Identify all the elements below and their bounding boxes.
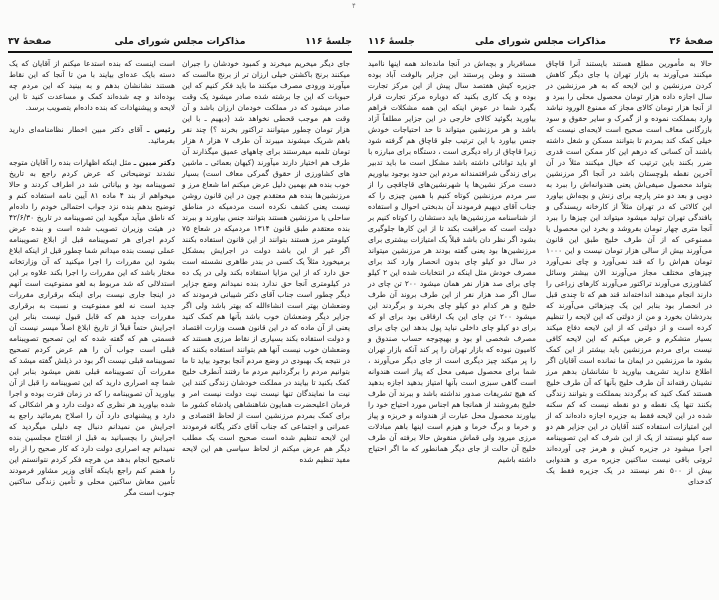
text-line: همانجا هم اجناس مورد احتیاج خود را بیاورند محصول [368,400,536,420]
text-line: محصول صیفی محل که پیاز است هندوانه است گاهی سبزی [368,367,536,387]
text-line: اجرایش من نمیدانم دنبال چه دلیلی میگردید که اجرایش [9,422,175,442]
text-line: هم که قابل قبول نیست بنابر این اجرایش حتماً قبلاً از [9,312,176,332]
text-line: پرستند این جزایر بالوفت آباد بوده جزیره کیش هفتصد [368,70,537,90]
text-line: مختلف مجاز می‌آورند الان بیشتر وسائل کشاورزی می‌آورند [546,268,712,288]
text-line: از نقاط مرزی هستند که وضعشان خوب نیست آنها هم بتوانند [182,334,350,354]
header-rule [368,51,713,53]
text-line: می‌آورند به بازار تهران یا جای دیگر کاهش کردن [546,70,712,90]
text-line: انداخته‌اند قند هم که تا چندی قبل در انحصار بود بنابر این یک [546,290,712,310]
page-number: صفحهٔ ۳۷ [8,36,52,47]
text-line: تومان هم‌اش را که قند نمی‌آورد و چای نمی‌آورد چیزهای [546,257,712,277]
text-line: کشف نکرده است مردمیکه در مناطق ساحلی یا [182,202,350,222]
text-line: و بعد دو متر پارچه برای زنش و بچه‌اش بیاورد این کالائی که [546,191,712,211]
text-line: این مزایا استفاده بکند ولی در یک ده در کیلومتری [182,268,350,288]
text-line: مرز هستند بتوانند از این قانون استفاده بکنند اگر [182,235,350,255]
text-line: مطلقاً آزاد باشد و هر مرزنشین میتواند تا حد احتیاجات خودش [368,114,536,134]
text-line: معتقدم طبق قانون ۱۳۱۴ مردمیکه در شعاع ۷۵ کیلومتر [182,224,350,244]
text-line: باشد قبلاً یک امتیازات بیشتری برای مرزنشین‌ها بود [368,235,536,255]
text-line: اقتصادی و عمرانی و اجتماعی که جناب آقای دکتر یگانه فرمودند [182,411,350,431]
text-line: است جناب آقای دکتر شیبانی فرمودند که وضعشان بهتر است [182,290,350,310]
text-line: او که برای دو کیلو چای داخلی نباید پول بدهد این چای [368,312,536,332]
text-line: تشریف بیاورید تا نشانشان بدهم مرز نشینان رفته‌اند [546,367,712,387]
text-line: که این حبوبات که این جا برشته شده صادر میشود یک [182,81,351,101]
text-line [30,158,175,167]
speaker-name: دکتر مبین ـ [133,158,175,167]
speech-text: آقای دکتر مبین اخطار نظامنامه‌ای [28,125,147,134]
text-line: تولید میشود میتواند این چیزها را ببرد آنجا متری چهار تومان [546,213,712,233]
text-line: کالای مجاز که ممنوع الورود نباشد وارد بمملکت نموده و از [546,103,712,123]
text-line: نبوده که بازار تهران را پر کند آنکه بازار تهران را پر [368,345,536,365]
page-number: صفحهٔ ۳۶ [669,36,713,47]
text-column [546,58,712,487]
text-line: آن طرف خلیج بآنها که آن طرف خلیج هستند کمک [546,378,712,398]
text-line: هزار تومان محصول محلی را ببرد و از آنجا هزار تومان [546,92,712,112]
text-line: بوجود بیاید تا ما بتوانیم مردم را برگردانیم مردم ما [182,356,350,376]
text-line: برای مصرف شخصی او بود و بهیچوجه حساب صندوق و کامیون [368,323,536,354]
page-header [8,36,352,50]
text-line: کشاورزی از حقوق گمرکی معاف است) بسیار خوب بنده [182,169,350,189]
text-line: سال پیش از این مرکز تجارت بوده و یک کاری بکنید که دوباره [368,81,536,101]
text-line: بسیار متشکرم و عرض میکنم که این لایحه کافی نیست [546,334,712,354]
text-line: کنند آقایان در این جزایر هم دو سه کیلو نیستند از یک از این [546,422,712,442]
text-line: مشکلات فراهم بیاورید بگوئید کالای خارجی در این جزایر [368,103,536,123]
text-line: اختیار دارند میآورند (کیهان بعمائی ـ ماشین های [182,158,350,178]
text-line: بایک عده‌ای بیایند با من تا آنجا که این نقاط هستند [9,70,175,90]
text-line: قبل از ابلاغ تصویبنامه عملی نیست بنده میدانم شما چطور [9,235,175,255]
page-header [368,36,713,50]
speech-text: مثل اینکه اظهارات بنده را آقایان [30,158,134,167]
text-line: یک نقطه و دو نقطه نیست که کم سکنه شده در این لایحه [546,400,712,420]
text-line: اصراری دولت دارد که کار صحیح را از راه ناصحیح انجام [9,444,175,464]
text-line: مراقبت بکند تا از این کارها جلوگیری بشود اگر نظر دان [368,224,537,244]
text-line: رفتند آنطرف خلیج کمک بکنید تا بیایند در مملکت [182,367,350,387]
text-line: برگردند این میشود ۲۰۰ تن چای این یک ارفاقی بود برای [368,301,536,321]
text-line: لایحه‌ای نیست که خیلی کمک کند بمردم تا بتوانند [546,125,712,145]
text-line [29,125,175,134]
text-line: شرافتمندانه مردم این حدود بوجود بیاوریم دست مرکز [368,169,537,189]
text-line: استفاده بکنند که در نتیجه یک بهبودی در وضع مردم آنجا [182,345,350,365]
text-line: این لایحه تنظیم شده است صحیح است یک مطلب دیگر [182,433,350,453]
text-column [182,58,350,465]
text-line: است اینست که بنده استدعا میکنم از آقایان که یک دسته [9,59,175,79]
text-column [9,58,175,498]
text-line: آن وزارتخانه مختار باشد که این مقررات را اجرا بکند [9,257,175,277]
text-line: گفته میشد که مقررات آن تصویبنامه قبلی نقض میشود [9,356,175,376]
text-line: مسافربار و بچه‌اش در آنجا مانده‌اند همه اینها ناامید هستند و وطن [368,59,536,79]
text-line: غیر از این باشد دولت در اجرایش بمشکل برمیخورد مثلاً [182,246,350,266]
text-line: میکند چیز دیگری است از جای دیگر می‌آورند ، شما برای [368,356,536,376]
text-line: یعنی گفته بودند هر مرزنشین میتواند در سال دو کیلو چای [368,246,536,266]
publication-title: مذاکرات مجلس شورای ملی [475,36,606,47]
text-line: مرزنشین‌ها باید دستشان را کوتاه کنیم بر دولت است که [368,213,536,233]
speaker-name: رئیس ـ [146,125,175,134]
text-line: ساکنین محلی و تأمین زندگی ساکنین جنوب است مگر [9,477,175,497]
text-line: مرزنشین هستند بتوانند جنس بیاورند و ببرند بنده [182,213,350,233]
text-line: مرکز تجارت قرار بگیرد شما در عوض اینکه این همه [368,92,536,112]
text-line: گمرک و سایر حقوق و سود بازرگانی معاف است صحیح است [546,114,713,134]
text-line: نشین‌ها یا شهرنشین‌های قاچاقچی را از سر مردم مرزنشین [368,180,537,200]
text-line: جای دیگر میخریم میخرند و کمبود خودشان را جبران [182,59,350,68]
text-line: مرزنشین و این لایحه که به هر مرزنشین در سال اجازه داده [546,81,713,101]
text-line: خوب باشد بآنها هم کمک کنید یعنی از آن ماده که در [182,312,351,332]
text-line: یک کسی در بندر طاهری نشسته است حق دارد که از [182,257,351,277]
text-line: مرزنشین در ایمان ما نمانده است آقایان اگر اطلاع ندارید [546,356,712,376]
text-line: وقت صادر میشود که در مملکت خودمان ارزان باشد و [182,92,350,112]
text-line: بدون انحصار وارد کند برای مصرف خودش مثل اینکه [368,257,537,277]
text-line: باهم شریک میشوند میبرند آن طرف ۷ هزار ۸ هزار تومان [182,136,351,156]
text-line: بدهد من هرچه فکر کردم نتوانستم این را هضم کنم [9,455,176,475]
text-line [26,103,93,112]
text-line: تلمبه میفرستند برای چاههای عمیق میگذارند آن طرف هم [182,147,351,167]
text-line: انشاءالله که بهتر باشد ولی اگر جزایر دیگر وضعشان [182,301,351,321]
text-line: است بآنها امتیاز بدهید اجازه بدهید که هیچ تشریفات [368,378,537,398]
text-line: دیهیم فرمودند آن بدبختی احوال و استفاده از شناسنامه [368,202,537,222]
text-line: تاریخ ابلاغ اصلاً میسر نیست آن قسمتی هم که گفته شده [9,323,175,343]
text-line: که میآورند ورودی مصرف میکنند ما باید فکر کنیم [182,70,351,90]
text-line: نیت دولت نیست امر و فرمان اعلیحضرت همایون شاهنشاهی [182,389,350,409]
speech-text: داده‌ام بتصویب برسد. [25,103,93,112]
text-line: مسکن و شغل داشته باشند آن کسانی که درهم این کار ممکن است [546,136,712,156]
text-line: پادشاه کشور ما برای کمک بمردم مرزنشین است از لحاظ [182,400,351,420]
text-line: بنده نزد جواب احتمالی خودم را داده‌ام که ناطق میآید [9,202,175,222]
text-line: راجع باینکه آقای وزیر مشاور فرمودند تأمین معاش [9,466,175,486]
text-line: را بچسبانید به قبل از افتتاح مجلسین بنده نمیدانم چه [9,433,176,453]
text-line: چیزهائی می‌آورند که بدردشان بخورد و من از دولتی که این لایحه [546,301,712,321]
text-line: در تهران مثلاً از کارخانه ریسندگی و بافندگی تهران [546,202,713,222]
text-line: خودشان زندگی کنند این نیت ما نمایندگان تنها نیست [182,378,350,398]
left-page [0,0,358,600]
text-line: کنید که برگردند بمملکت و بتوانند زندگی بکنند تنها [546,389,712,409]
text-line: و هرمز چی آورده‌اند ثروتی باقی نیست ساکنین جزیره مری [546,444,712,464]
text-line: میشود ۲۰۰ تن چای در سال اگر صد هزار نفر از این طرف [368,279,537,299]
text-line: محصول صیفی‌اش یعنی هندوانه‌اش را ببرد به دوبی [546,180,712,200]
text-line: کمک و مساعدت کنید تا این لایحه و پیشنهادات که بنده [9,92,175,112]
text-line: در انتخابات شده این ۲ کیلو چای برای صد هزار نفر همان [368,268,537,288]
text-line: صدور نداشته باشد و ببرند آن طرف خلیج بفروشند از [368,389,537,409]
text-column [368,58,536,465]
text-line: کوتاه کنیم با همین چیزی را که جناب آقای [368,191,536,211]
text-line: نشانشان بدهم و به بینید که این مردم چه بوده‌اند و چه شده‌اند [9,81,175,101]
text-line: ولی قماش منقوش حالا برفته آن طرف خلیج آن حالت از [368,433,536,453]
text-line: آنجا حق ندارد بنده نمیدانم وضع جزایر دیگر چطور [182,279,350,299]
text-line: حالا به مأمورین مطلع هستند بایستند آنرا قاچاق میکنند [546,59,713,79]
text-line: بنابر این شما چه اصراری دارید که این تصویبنامه را [9,367,175,387]
text-line: فقط به جزیره اجازه داده‌اند که از این امتیازات استفاده [546,411,712,431]
session-number: جلسهٔ ۱۱۶ [305,36,352,47]
text-line: را تنظیم کرده است و از دولتی که از این لایحه دفاع میکند [546,312,712,332]
text-line: تراکتور می‌آورند کارهای زراعی را دارند انجام میدهند [546,279,712,299]
text-line: که دارد و پیشنهادی دارد آن را اصلاح بفرمائید راجع به [9,400,175,420]
text-line: بروند آن طرف خلیج و هر کدام دو کیلو چای بخرند و [368,290,536,310]
publication-title: مذاکرات مجلس شورای ملی [114,36,246,47]
top-page-mark: ۴ [352,2,356,10]
text-line: و اجرا شده بیاورید هر نظری که دولت دارد و هر اشکالی [9,389,175,409]
text-line: قدری ضرر بکنند باین ترتیب که خیال میکنند مثلاً در آن [546,147,712,167]
text-line: این قانون می‌آورند بیش از سالی هزار تومان نیست و این ۱۰۰۰ [546,235,712,255]
text-line: میگوید این تصویبنامه در تاریخ ۴۲/۶/۳۰ در هیئت وزیران [9,213,176,233]
text-line: است نه لغو ممنوعیت و نسبت به برقراری مقررات جدید [9,301,175,321]
text-line: هزار تومان چطور میتوانند تراکتور بخرند ؟) چند نفر [182,125,350,134]
text-line: جنس بیاورد با این ترتیب جلو قاچاق هم گرفته شود [368,136,536,145]
text-line: میکنند برنج باکشتن خیلی ارزان تر از برنج مالست [192,70,351,79]
speech-text: دارید بفرمائید. [9,125,175,145]
text-line: قبل از آن بیاورید آن تصویبنامه را که در زمان فترت بوده [9,378,175,398]
text-line: از بند ۴ ماده ۸۱ آیین نامه استفاده کنم و توضیح بدهم [9,191,175,211]
text-line: و هندوابی بیش از ۵۰۰ نفر نیستند در یک جزیره فقط یک کدخدای [546,455,712,486]
text-line: بفروشد و بخرد این محصول یا مصنوعی که از آن طرف خلیج طبق [546,224,713,244]
text-line: که این تصحیح تصویبنامه قبلی است جواب آن را هم عرض [9,334,175,354]
text-line: جای دیگر همانطور که ما اگر احتیاج داشته باشیم [368,444,536,464]
text-line: شرف که این تصویبنامه اجرا میشود در جزیره کیش [546,433,712,453]
text-line: قبل از اینکه ابلاغ بشود این مقررات را اجرا میکنید که [9,246,175,266]
text-line: آخرین نقطه بلوچستان باشد در آنجا اگر مرزنشین بتواند [546,169,712,189]
text-line: تصویب شده است و بنده عرض کردم اجرای هر تصویبنامه [9,224,175,244]
text-line: متوجه نشدند توضیحاتی که عرض کردم راجع به تاریخ [9,158,175,178]
text-line: هم بهمین دلیل عرض میکنم اما شعاع مرز و مرزنشین‌ها [182,180,350,200]
header-rule [8,51,352,53]
text-line: آن وقت هم موجب قحطی نخواهد شد (دیهیم ـ با این [182,103,350,123]
text-line: کردم تصحیح تصویبنامه قبلی نیست اگر بود در ذیلش [9,345,175,365]
text-line: زیرا قاچاق از راه دیگری است ، دستگاه برای مبارزه با او [368,147,536,167]
text-line: علاوه بر این استدلالی که شد مربوط به لغو ممنوعیت است آنهم در [9,268,176,299]
text-line: تصویبنامه بود و بیاناتی شد در اطراف کردند و حالا میخواهم [9,180,176,200]
text-line: برای مردم مرزنشین باید بیشتر از این کمک بشود ما [546,345,712,365]
text-line: این قانون هست وزارت اقتصاد و دولت استفاده بکند بسیاری [182,323,350,343]
text-line: اینجا جاری نیست برای اینکه برقراری مقررات جدید [9,290,176,310]
text-line: باید توانائی داشته باشد مشکل است ما باید تدبیر برای زندگی [368,158,536,178]
session-number: جلسهٔ ۱۱۶ [368,36,415,47]
text-line: محل عبارت از هندوانه و خربزه و پیاز و خرما و [368,411,537,431]
right-page [360,0,719,600]
text-line: برگ خرما و هیزم است اینها باهم مبادلات مرزی میرود [368,422,536,442]
text-line: هم عرض میکنم از لحاظ سیاسی هم این لایحه مفید تنظیم شده [182,444,350,464]
text-line: بنده هم معتقدم چون در این قانون روشن نیست یعنی [182,191,350,211]
